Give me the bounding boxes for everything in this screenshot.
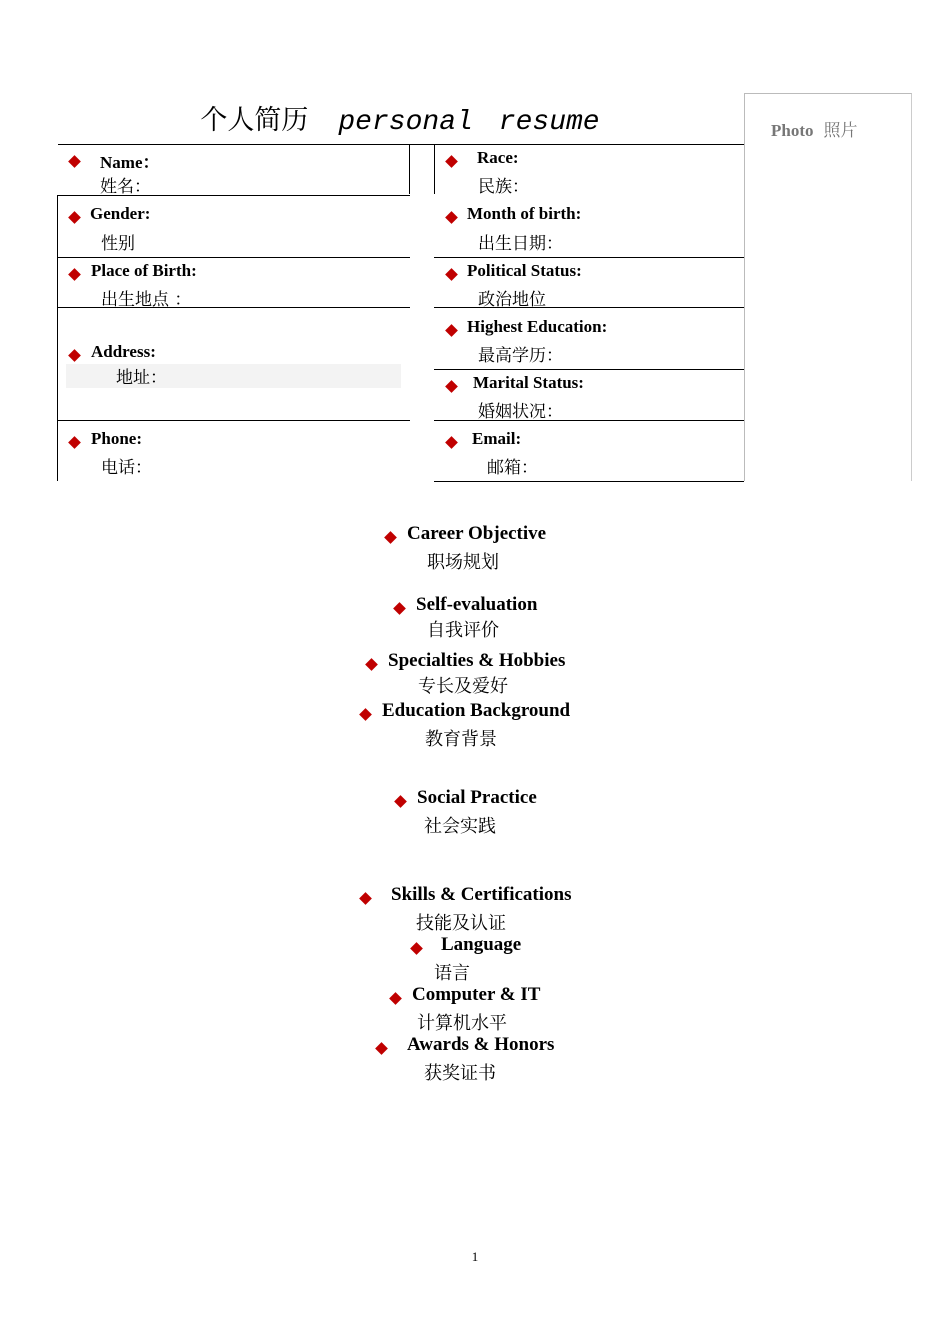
marital-label: Marital Status: bbox=[473, 373, 584, 392]
computer-bullet-icon bbox=[391, 990, 400, 1008]
birthplace-bullet-icon bbox=[70, 266, 79, 284]
section-language-cn: 语言 bbox=[434, 963, 470, 984]
address-label-cn: 地址： bbox=[116, 368, 167, 388]
table-row-border bbox=[58, 257, 410, 258]
table-divider bbox=[409, 144, 410, 194]
name-label: Name： bbox=[100, 153, 160, 172]
name-bullet-icon bbox=[70, 153, 79, 171]
education-bullet-icon bbox=[447, 322, 456, 340]
section-computer-title: Computer & IT bbox=[412, 984, 541, 1005]
selfeval-bullet-icon bbox=[395, 600, 404, 618]
political-label-cn: 政治地位 bbox=[478, 290, 546, 310]
education-label: Highest Education: bbox=[467, 317, 608, 336]
section-career-cn: 职场规划 bbox=[427, 552, 499, 573]
section-skills-title: Skills & Certifications bbox=[391, 884, 572, 905]
title-en-2: resume bbox=[498, 107, 600, 138]
title-en-1: personal bbox=[338, 107, 473, 138]
gender-bullet-icon bbox=[70, 209, 79, 227]
table-divider bbox=[434, 144, 435, 194]
page-title bbox=[0, 100, 800, 143]
section-edubg-title: Education Background bbox=[382, 700, 571, 721]
edubg-bullet-icon bbox=[361, 706, 370, 724]
section-selfeval-cn: 自我评价 bbox=[427, 620, 499, 641]
gender-label-cn: 性别 bbox=[101, 234, 135, 254]
gender-label: Gender: bbox=[90, 204, 151, 223]
table-border-left bbox=[57, 195, 58, 481]
education-label-cn: 最高学历： bbox=[478, 346, 563, 366]
social-bullet-icon bbox=[396, 793, 405, 811]
birthmonth-label-cn: 出生日期： bbox=[478, 234, 563, 254]
birthmonth-label: Month of birth: bbox=[467, 204, 582, 223]
email-label-cn: 邮箱： bbox=[487, 458, 538, 478]
section-language-title: Language bbox=[441, 934, 522, 955]
career-bullet-icon bbox=[386, 529, 395, 547]
hobbies-bullet-icon bbox=[367, 656, 376, 674]
table-row-border bbox=[58, 420, 410, 421]
photo-label bbox=[771, 116, 858, 141]
photo-label-en: Photo bbox=[771, 121, 814, 140]
section-hobbies-title: Specialties & Hobbies bbox=[388, 650, 566, 671]
address-bullet-icon bbox=[70, 347, 79, 365]
table-row-border bbox=[434, 257, 744, 258]
phone-label: Phone: bbox=[91, 429, 142, 448]
race-bullet-icon bbox=[447, 153, 456, 171]
birthmonth-bullet-icon bbox=[447, 209, 456, 227]
section-awards-title: Awards & Honors bbox=[407, 1034, 555, 1055]
address-label: Address: bbox=[91, 342, 156, 361]
race-label: Race: bbox=[477, 148, 519, 167]
section-career-title: Career Objective bbox=[407, 523, 547, 544]
table-border-bottom bbox=[434, 481, 744, 482]
birthplace-label-cn: 出生地点 ： bbox=[101, 290, 192, 310]
email-label: Email: bbox=[472, 429, 522, 448]
race-label-cn: 民族： bbox=[478, 177, 529, 197]
title-cn: 个人简历 bbox=[200, 105, 309, 136]
marital-label-cn: 婚姻状况： bbox=[478, 402, 563, 422]
section-computer-cn: 计算机水平 bbox=[417, 1013, 507, 1034]
photo-placeholder[interactable] bbox=[744, 93, 912, 481]
table-border-top bbox=[58, 144, 744, 145]
photo-label-cn: 照片 bbox=[823, 121, 858, 141]
section-selfeval-title: Self-evaluation bbox=[416, 594, 538, 615]
page-number: 1 bbox=[471, 1249, 479, 1264]
phone-bullet-icon bbox=[70, 434, 79, 452]
skills-bullet-icon bbox=[361, 890, 370, 908]
political-bullet-icon bbox=[447, 266, 456, 284]
awards-bullet-icon bbox=[377, 1040, 386, 1058]
political-label: Political Status: bbox=[467, 261, 582, 280]
marital-bullet-icon bbox=[447, 378, 456, 396]
phone-label-cn: 电话： bbox=[101, 458, 152, 478]
section-awards-cn: 获奖证书 bbox=[424, 1063, 496, 1084]
birthplace-label: Place of Birth: bbox=[91, 261, 197, 280]
table-row-border bbox=[434, 369, 744, 370]
section-social-title: Social Practice bbox=[417, 787, 537, 808]
section-edubg-cn: 教育背景 bbox=[425, 729, 497, 750]
section-hobbies-cn: 专长及爱好 bbox=[418, 676, 508, 697]
name-label-cn: 姓名： bbox=[100, 177, 151, 197]
section-social-cn: 社会实践 bbox=[424, 816, 496, 837]
email-bullet-icon bbox=[447, 434, 456, 452]
section-skills-cn: 技能及认证 bbox=[416, 913, 506, 934]
language-bullet-icon bbox=[412, 940, 421, 958]
